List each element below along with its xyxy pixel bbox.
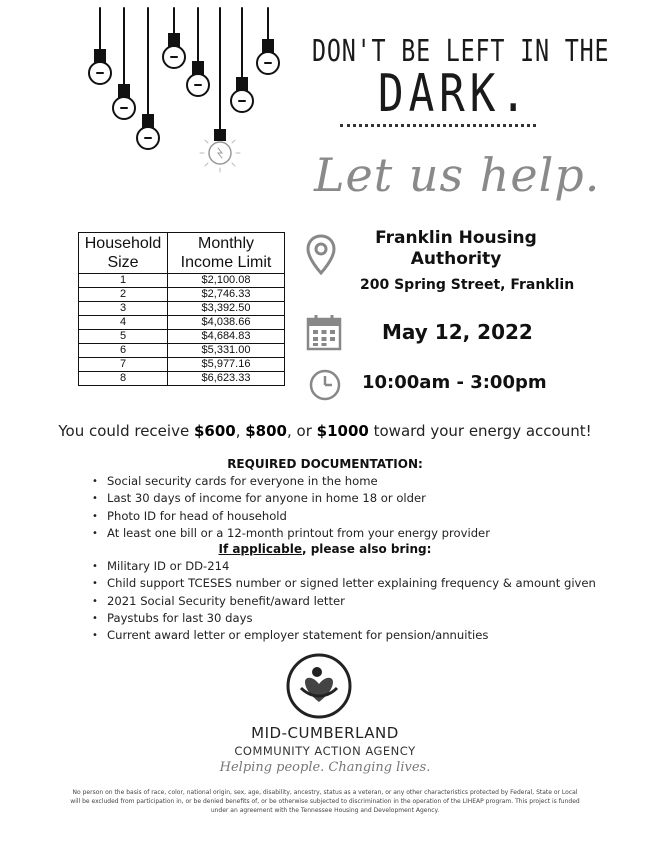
list-item: • Social security cards for everyone in the home xyxy=(92,473,490,490)
organization-name xyxy=(366,228,546,270)
headline-line-2: DARK. xyxy=(378,64,531,124)
income-limit-cell: $5,977.16 xyxy=(168,358,285,372)
offer-amount-1: $600 xyxy=(193,422,236,440)
light-bulb-icon xyxy=(137,8,159,149)
light-bulb-icon xyxy=(89,8,111,84)
household-size-cell: 7 xyxy=(79,358,168,372)
light-bulb-icon xyxy=(231,8,253,112)
applicable-docs-list xyxy=(92,558,596,644)
income-limit-cell: $3,392.50 xyxy=(168,302,285,316)
list-item: • Military ID or DD-214 xyxy=(92,558,596,575)
light-bulb-icon xyxy=(163,8,185,68)
required-docs-list xyxy=(92,473,490,542)
list-item: • Last 30 days of income for anyone in home 18 or older xyxy=(92,490,490,507)
hanging-bulbs-illustration xyxy=(80,0,290,180)
assistance-offer xyxy=(0,422,650,440)
offer-prefix: You could receive xyxy=(58,422,194,440)
income-limit-cell: $4,038.66 xyxy=(168,316,285,330)
household-size-cell: 3 xyxy=(79,302,168,316)
list-item: • Paystubs for last 30 days xyxy=(92,610,596,627)
lit-bulb-icon xyxy=(200,8,240,172)
headline-line-1: DON'T BE LEFT IN THE xyxy=(312,34,610,69)
clock-icon xyxy=(308,368,342,402)
income-limit-header xyxy=(168,233,285,274)
event-date: May 12, 2022 xyxy=(382,320,533,344)
dotted-divider xyxy=(340,124,536,127)
offer-separator: , xyxy=(235,422,246,440)
income-limit-cell: $6,623.33 xyxy=(168,372,285,386)
household-size-header xyxy=(79,233,168,274)
header-line: Size xyxy=(107,254,139,271)
list-item: • Photo ID for head of household xyxy=(92,508,490,525)
if-applicable-rest: , please also bring: xyxy=(301,542,432,556)
household-size-cell: 8 xyxy=(79,372,168,386)
light-bulb-icon xyxy=(257,8,279,74)
list-item: • 2021 Social Security benefit/award letter xyxy=(92,593,596,610)
event-address: 200 Spring Street, Franklin xyxy=(360,277,575,293)
offer-amount-2: $800 xyxy=(245,422,287,440)
income-limit-cell: $2,100.08 xyxy=(168,274,285,288)
table-row xyxy=(79,344,285,358)
table-row xyxy=(79,372,285,386)
org-line-1: Franklin Housing xyxy=(375,228,537,248)
income-limit-cell: $4,684.83 xyxy=(168,330,285,344)
required-docs-heading: REQUIRED DOCUMENTATION: xyxy=(227,457,423,471)
household-size-cell: 1 xyxy=(79,274,168,288)
income-limit-table xyxy=(78,232,285,386)
calendar-icon xyxy=(306,313,342,351)
income-limit-cell: $5,331.00 xyxy=(168,344,285,358)
agency-logo-icon xyxy=(285,652,353,720)
header-line: Income Limit xyxy=(180,254,272,271)
header-line: Household xyxy=(84,235,162,252)
household-size-cell: 4 xyxy=(79,316,168,330)
offer-amount-3: $1000 xyxy=(316,422,369,440)
list-item: • Child support TCESES number or signed letter explaining frequency & amount given xyxy=(92,575,596,592)
light-bulb-icon xyxy=(187,8,209,96)
agency-name: MID-CUMBERLAND xyxy=(251,724,399,742)
table-row xyxy=(79,358,285,372)
income-limit-cell: $2,746.33 xyxy=(168,288,285,302)
agency-subtitle: COMMUNITY ACTION AGENCY xyxy=(234,744,416,758)
if-applicable-heading xyxy=(0,542,650,556)
header-line: Monthly xyxy=(197,235,255,252)
table-header-row xyxy=(79,233,285,274)
table-row xyxy=(79,302,285,316)
location-pin-icon xyxy=(306,234,336,276)
offer-separator: , or xyxy=(287,422,317,440)
org-line-2: Authority xyxy=(410,249,502,269)
list-item: • At least one bill or a 12-month printout from your energy provider xyxy=(92,525,490,542)
table-row xyxy=(79,288,285,302)
light-bulb-icon xyxy=(113,8,135,119)
table-row xyxy=(79,274,285,288)
table-row xyxy=(79,330,285,344)
list-item: • Current award letter or employer statement for pension/annuities xyxy=(92,627,596,644)
household-size-cell: 2 xyxy=(79,288,168,302)
household-size-cell: 5 xyxy=(79,330,168,344)
script-tagline: Let us help. xyxy=(314,148,601,202)
if-applicable-underlined: If applicable xyxy=(218,542,302,556)
household-size-cell: 6 xyxy=(79,344,168,358)
table-row xyxy=(79,316,285,330)
offer-suffix: toward your energy account! xyxy=(368,422,592,440)
nondiscrimination-disclaimer: No person on the basis of race, color, national origin, sex, age, disability, ancestry, status as a veteran, or any other characteristics protected by Federal, State or Local will be excluded from participation in, or be denied benefits of, or be otherwise subjected to discrimination in the operation of the LIHEAP program. This project is funded under an agreement with the Tennessee Housing and Development Agency. xyxy=(70,789,580,814)
event-time: 10:00am - 3:00pm xyxy=(362,372,547,393)
agency-tagline: Helping people. Changing lives. xyxy=(219,760,431,775)
